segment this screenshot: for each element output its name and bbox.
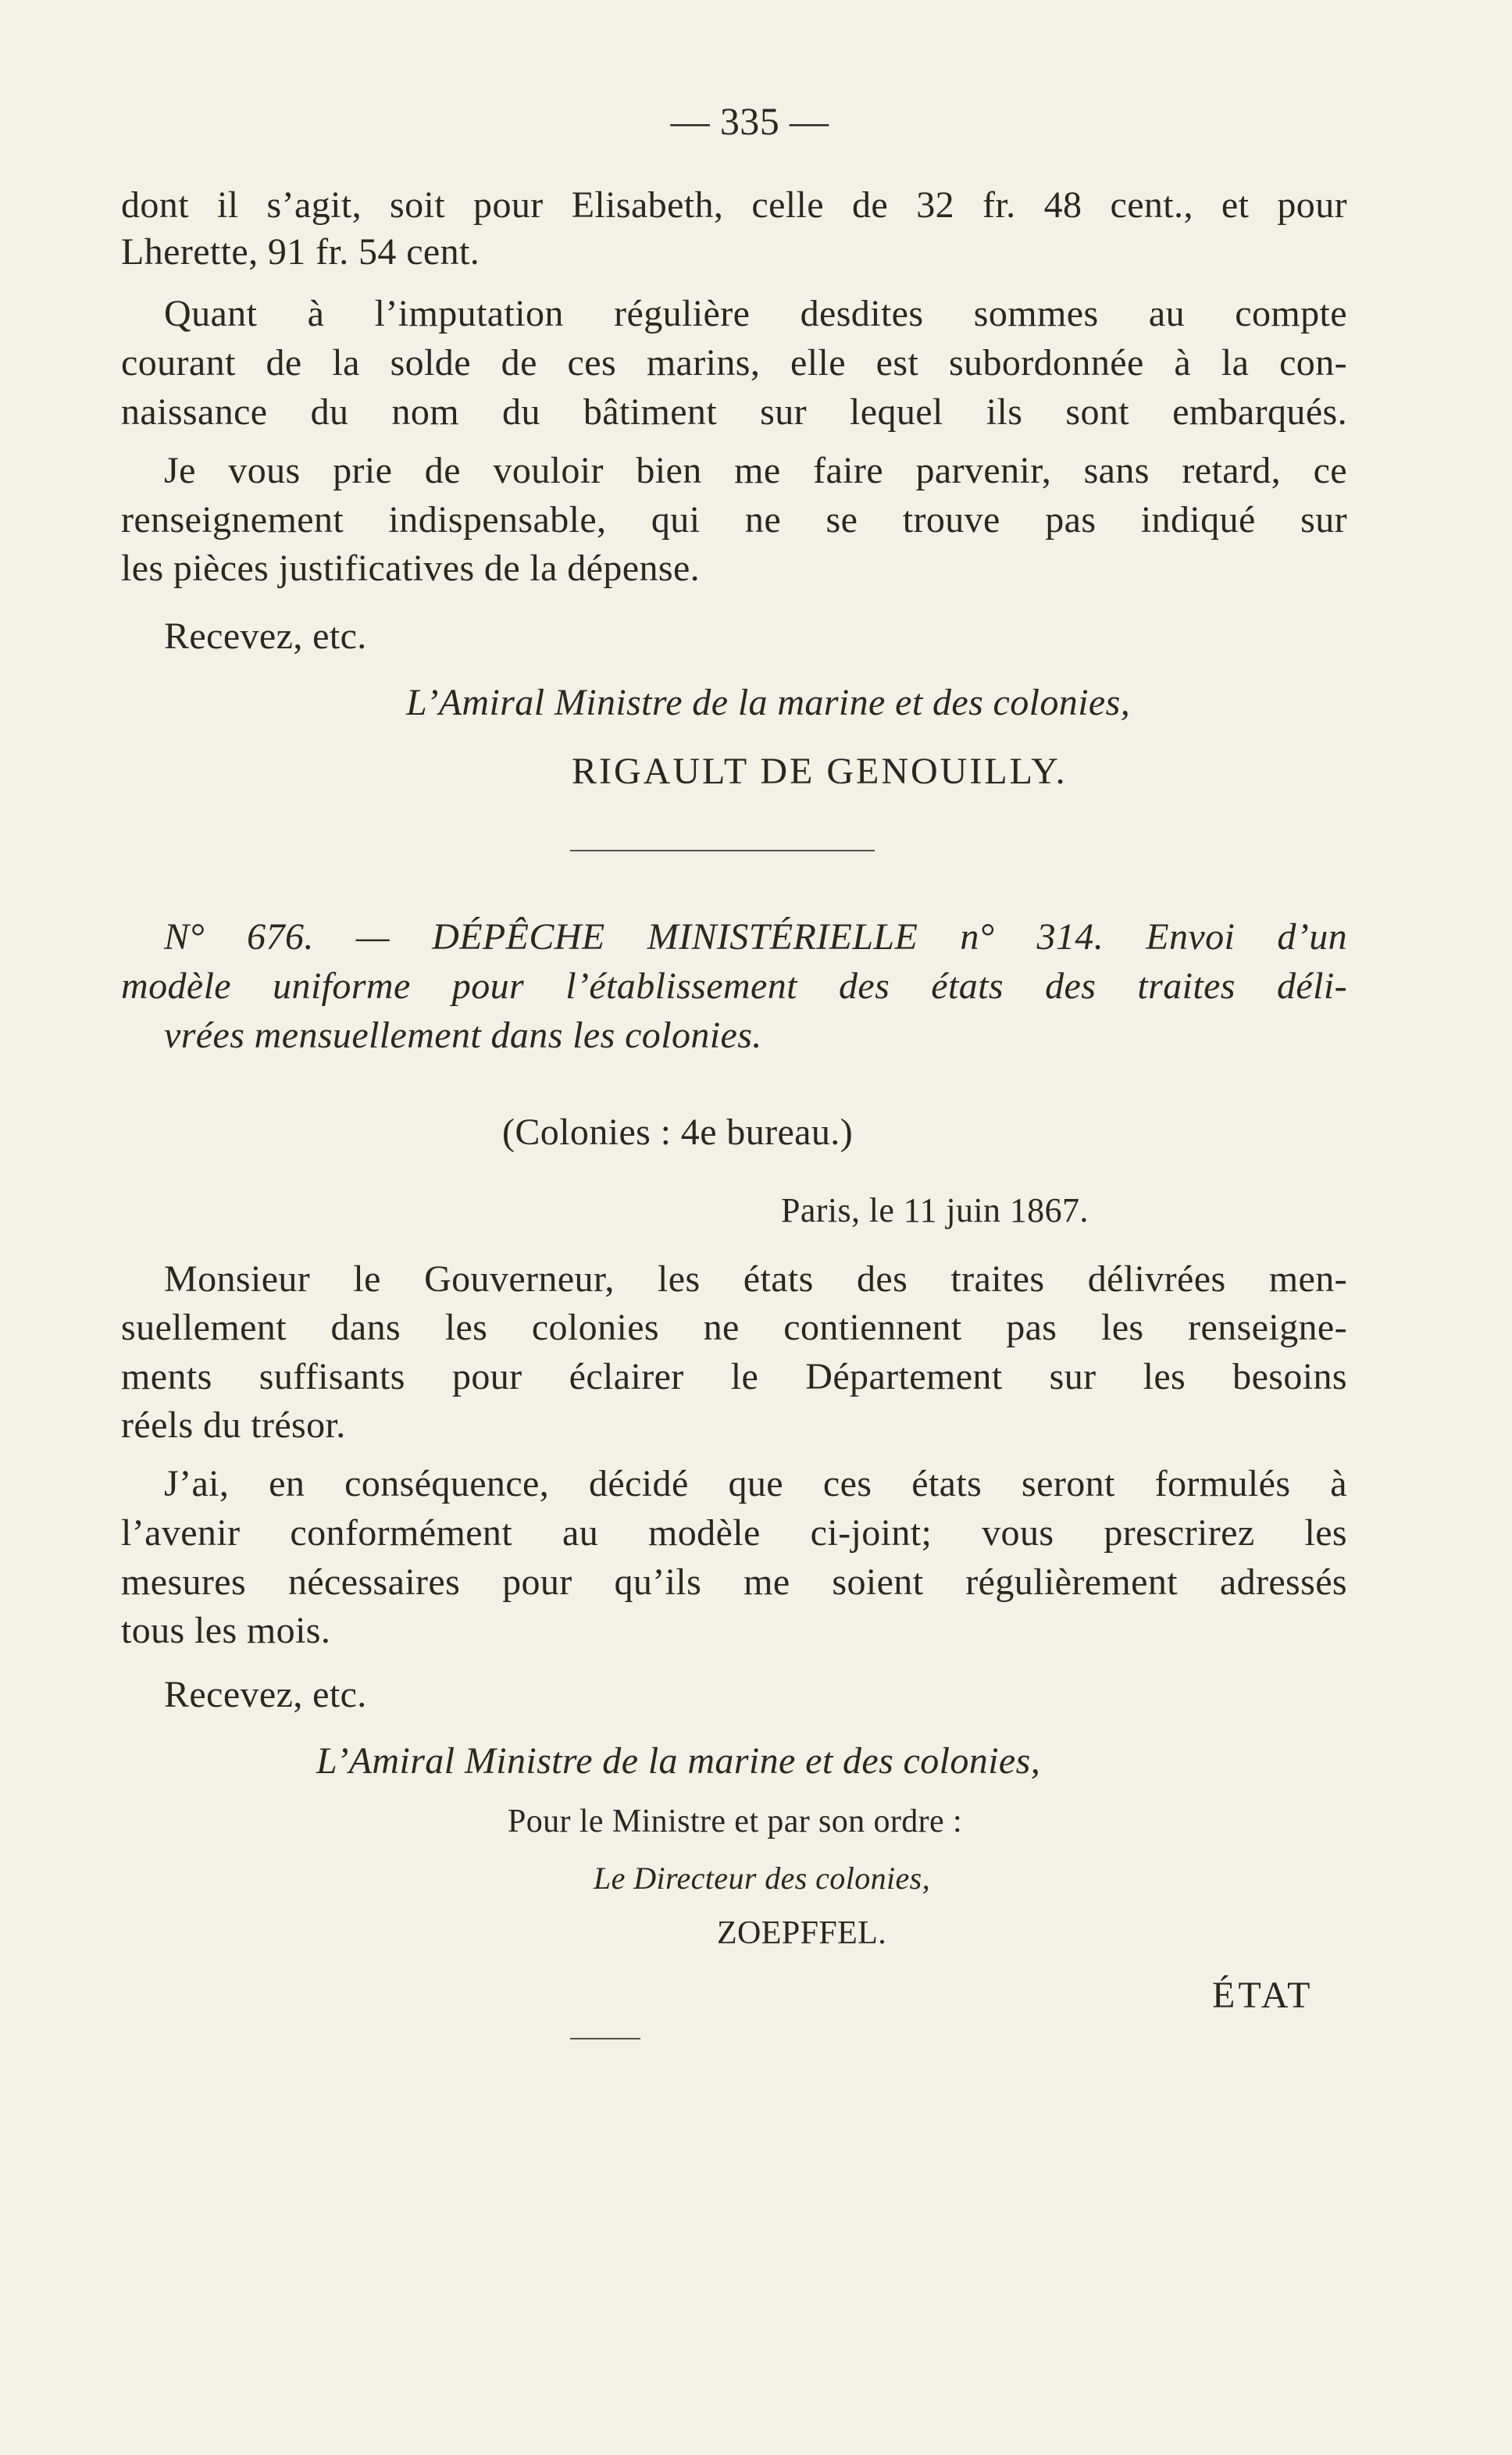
section-divider (570, 850, 875, 851)
bureau-line: (Colonies : 4e bureau.) (502, 1112, 854, 1153)
paragraph-line: ments suffisants pour éclairer le Département sur les besoins (121, 1356, 1347, 1397)
paragraph-line: courant de la solde de ces marins, elle est subordonnée à la con- (121, 342, 1347, 384)
paragraph-line: Lherette, 91 fr. 54 cent. (121, 231, 480, 273)
catchword: ÉTAT (1212, 1975, 1314, 2016)
dispatch-heading-line: modèle uniforme pour l’établissement des états des traites déli- (121, 965, 1347, 1007)
paragraph-line: les pièces justificatives de la dépense. (121, 548, 701, 589)
paragraph-line: dont il s’agit, soit pour Elisabeth, celle de 32 fr. 48 cent., et pour (121, 184, 1347, 226)
paragraph-line: Quant à l’imputation régulière desdites sommes au compte (164, 293, 1347, 334)
footer-rule (570, 2038, 640, 2039)
paragraph-line: naissance du nom du bâtiment sur lequel ils sont embarqués. (121, 391, 1347, 433)
signature-subline: Pour le Ministre et par son ordre : (508, 1804, 963, 1839)
paragraph-line: mesures nécessaires pour qu’ils me soient régulièrement adressés (121, 1561, 1347, 1603)
dispatch-heading-line: N° 676. — DÉPÊCHE MINISTÉRIELLE n° 314. Envoi d’un (164, 916, 1347, 958)
paragraph-line: Monsieur le Gouverneur, les états des traites délivrées men- (164, 1258, 1347, 1300)
paragraph-line: réels du trésor. (121, 1404, 346, 1446)
signature-name: ZOEPFFEL. (717, 1915, 887, 1951)
signature-title: L’Amiral Ministre de la marine et des colonies, (406, 682, 1131, 723)
paragraph-line: suellement dans les colonies ne contiennent pas les renseigne- (121, 1307, 1347, 1348)
signature-title: L’Amiral Ministre de la marine et des colonies, (316, 1740, 1041, 1782)
signature-name: RIGAULT DE GENOUILLY. (572, 751, 1068, 792)
paragraph-line: tous les mois. (121, 1610, 331, 1651)
paragraph-line: l’avenir conformément au modèle ci-joint; vous prescrirez les (121, 1512, 1347, 1554)
closing-line: Recevez, etc. (164, 1674, 367, 1715)
page-number: — 335 — (670, 99, 829, 143)
paragraph-line: Je vous prie de vouloir bien me faire parvenir, sans retard, ce (164, 450, 1347, 491)
dispatch-date: Paris, le 11 juin 1867. (781, 1191, 1089, 1229)
dispatch-heading-line: vrées mensuellement dans les colonies. (164, 1015, 762, 1056)
closing-line: Recevez, etc. (164, 616, 367, 657)
paragraph-line: renseignement indispensable, qui ne se trouve pas indiqué sur (121, 499, 1347, 541)
signature-director: Le Directeur des colonies, (594, 1861, 931, 1896)
paragraph-line: J’ai, en conséquence, décidé que ces états seront formulés à (164, 1463, 1347, 1504)
